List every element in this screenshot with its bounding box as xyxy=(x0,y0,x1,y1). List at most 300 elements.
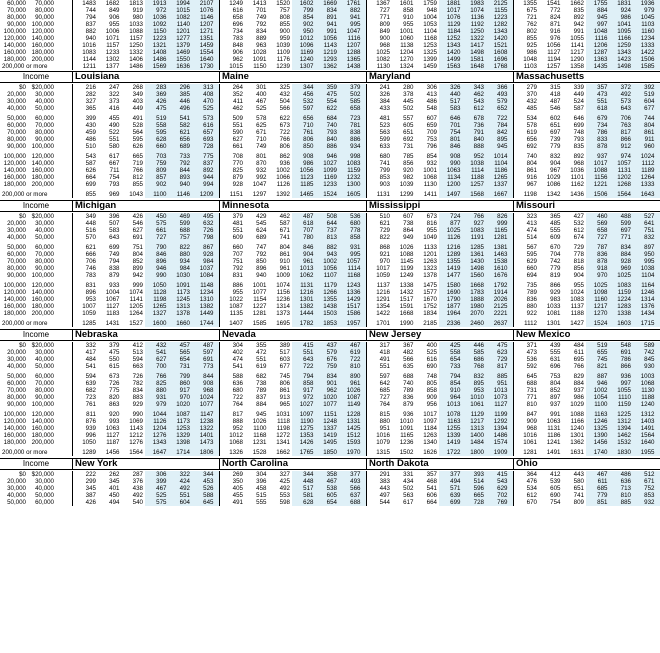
tax-amount: 917 xyxy=(179,387,190,394)
income-bracket xyxy=(0,234,72,241)
tax-amount: 1265 xyxy=(152,303,167,310)
table-row xyxy=(514,160,660,167)
tax-amount: 726 xyxy=(109,380,120,387)
tax-amount: 491 xyxy=(379,356,390,363)
tax-amount: 1695 xyxy=(276,320,290,327)
tax-amount: 543 xyxy=(85,153,96,160)
tax-amount: 352 xyxy=(232,91,243,98)
tax-amount: 837 xyxy=(256,394,267,401)
tax-amount: 655 xyxy=(597,349,608,356)
tax-amount: 980 xyxy=(132,14,143,21)
tax-amount: 1420 xyxy=(493,35,508,42)
tax-amount: 543 xyxy=(497,478,508,485)
tax-amount: 1057 xyxy=(346,258,361,265)
tax-amount: 1201 xyxy=(423,251,437,258)
tax-amount: 269 xyxy=(232,471,243,478)
table-row xyxy=(73,143,219,150)
tax-amount: 661 xyxy=(232,143,243,150)
tax-amount: 769 xyxy=(497,499,508,506)
tax-amount: 970 xyxy=(379,258,390,265)
table-row xyxy=(220,485,366,492)
tax-amount: 879 xyxy=(109,272,120,279)
tax-amount: 1425 xyxy=(346,425,361,432)
income-bracket-label: 200,000 or more xyxy=(2,191,48,198)
tax-amount: 1041 xyxy=(617,21,631,28)
table-row xyxy=(514,63,660,70)
tax-amount: 1250 xyxy=(129,42,143,49)
tax-amount: 691 xyxy=(132,234,143,241)
tax-amount: 541 xyxy=(156,349,167,356)
table-row xyxy=(73,439,219,446)
tax-amount: 1029 xyxy=(546,174,561,181)
tax-amount: 1150 xyxy=(253,63,267,70)
table-row xyxy=(367,115,513,122)
tax-amount: 1233 xyxy=(323,181,337,188)
tax-amount: 349 xyxy=(132,91,143,98)
table-row xyxy=(367,282,513,289)
income-bracket xyxy=(0,174,72,181)
state-values-block xyxy=(219,84,366,198)
income-bracket xyxy=(0,373,72,380)
tax-amount: 1378 xyxy=(176,310,190,317)
tax-amount: 643 xyxy=(303,356,314,363)
income-from: 60,000 xyxy=(7,380,26,387)
tax-amount: 920 xyxy=(403,167,414,174)
tax-amount: 279 xyxy=(526,84,537,91)
tax-amount: 1994 xyxy=(176,0,190,7)
income-bracket xyxy=(0,160,72,167)
income-bracket xyxy=(0,320,72,327)
tax-amount: 1127 xyxy=(547,49,561,56)
tax-amount: 707 xyxy=(303,227,314,234)
tax-amount: 455 xyxy=(232,492,243,499)
tax-amount: 1240 xyxy=(640,401,655,408)
tax-amount: 587 xyxy=(85,160,96,167)
income-bracket xyxy=(0,35,72,42)
tax-amount: 551 xyxy=(232,122,243,129)
income-from: 120,000 xyxy=(3,35,26,42)
tax-amount: 787 xyxy=(597,244,608,251)
table-row xyxy=(73,167,219,174)
tax-amount: 782 xyxy=(132,380,143,387)
tax-amount: 357 xyxy=(426,471,437,478)
tax-amount: 928 xyxy=(232,181,243,188)
tax-amount: 1091 xyxy=(252,56,267,63)
tax-amount: 1144 xyxy=(82,56,96,63)
income-from: 40,000 xyxy=(7,105,26,112)
table-row xyxy=(73,181,219,188)
tax-amount: 724 xyxy=(450,213,461,220)
state-name: Mississippi xyxy=(366,201,513,211)
tax-amount: 1136 xyxy=(470,14,484,21)
state-values-block xyxy=(366,213,513,327)
tax-amount: 357 xyxy=(597,84,608,91)
tax-amount: 1300 xyxy=(346,181,361,188)
tax-amount: 1327 xyxy=(152,310,167,317)
table-row xyxy=(220,439,366,446)
tax-amount: 991 xyxy=(550,411,561,418)
tax-amount: 812 xyxy=(132,174,143,181)
tax-amount: 1219 xyxy=(323,49,337,56)
tax-amount: 820 xyxy=(109,394,120,401)
tax-amount: 727 xyxy=(379,394,390,401)
state-header-row xyxy=(0,329,660,341)
tax-amount: 759 xyxy=(326,363,337,370)
tax-amount: 1131 xyxy=(300,282,314,289)
tax-amount: 1156 xyxy=(276,289,290,296)
income-from: $0 xyxy=(19,213,26,220)
table-row xyxy=(514,98,660,105)
tax-amount: 1491 xyxy=(640,425,655,432)
table-row xyxy=(220,425,366,432)
tax-amount: 673 xyxy=(109,373,120,380)
table-row xyxy=(514,310,660,317)
table-row xyxy=(220,14,366,21)
tax-amount: 643 xyxy=(620,105,631,112)
tax-amount: 430 xyxy=(85,122,96,129)
tax-amount: 1936 xyxy=(640,0,655,7)
tax-amount: 1027 xyxy=(323,160,337,167)
tax-amount: 779 xyxy=(597,492,608,499)
tax-amount: 909 xyxy=(526,418,537,425)
tax-amount: 945 xyxy=(497,143,508,150)
tax-amount: 1137 xyxy=(376,282,390,289)
tax-amount: 1163 xyxy=(447,418,461,425)
tax-amount: 1690 xyxy=(446,289,461,296)
table-row xyxy=(514,105,660,112)
table-row xyxy=(367,98,513,105)
tax-amount: 462 xyxy=(473,91,484,98)
tax-amount: 941 xyxy=(326,21,337,28)
tax-amount: 990 xyxy=(132,411,143,418)
tax-amount: 296 xyxy=(179,84,190,91)
income-from: 100,000 xyxy=(3,282,26,289)
income-bracket xyxy=(0,272,72,279)
income-to: 180,000 xyxy=(31,174,54,181)
tax-amount: 1116 xyxy=(594,35,608,42)
income-to: 30,000 xyxy=(35,478,54,485)
tax-amount: 996 xyxy=(85,432,96,439)
tax-amount: 861 xyxy=(644,129,655,136)
tax-amount: 1033 xyxy=(129,21,143,28)
tax-amount: 1834 xyxy=(423,310,437,317)
tax-amount: 1326 xyxy=(229,449,243,456)
tax-amount: 1307 xyxy=(299,63,314,70)
table-row xyxy=(73,258,219,265)
table-row xyxy=(514,363,660,370)
table-row xyxy=(367,349,513,356)
table-row xyxy=(220,265,366,272)
tax-amount: 806 xyxy=(279,380,290,387)
tax-amount: 1091 xyxy=(399,425,414,432)
tax-amount: 1355 xyxy=(323,296,337,303)
tax-amount: 682 xyxy=(256,373,267,380)
tax-amount: 871 xyxy=(550,21,561,28)
tax-amount: 539 xyxy=(550,478,561,485)
income-to: 120,000 xyxy=(31,153,54,160)
tax-amount: 1394 xyxy=(617,425,631,432)
tax-amount: 660 xyxy=(232,244,243,251)
tax-amount: 467 xyxy=(256,98,267,105)
state-values-block xyxy=(366,0,513,70)
table-row xyxy=(220,160,366,167)
tax-amount: 1157 xyxy=(106,42,120,49)
table-row xyxy=(514,7,660,14)
tax-amount: 737 xyxy=(326,227,337,234)
tax-amount: 688 xyxy=(526,380,537,387)
income-to: 180,000 xyxy=(31,49,54,56)
tax-amount: 1550 xyxy=(176,56,190,63)
table-row xyxy=(220,478,366,485)
tax-amount: 657 xyxy=(203,129,214,136)
tax-amount: 937 xyxy=(550,401,561,408)
tax-amount: 524 xyxy=(573,98,584,105)
tax-amount: 982 xyxy=(403,174,414,181)
tax-amount: 450 xyxy=(156,213,167,220)
tax-amount: 1164 xyxy=(641,282,655,289)
tax-amount: 955 xyxy=(426,227,437,234)
table-row xyxy=(367,136,513,143)
tax-amount: 625 xyxy=(256,122,267,129)
tax-amount: 818 xyxy=(573,258,584,265)
tax-amount: 1114 xyxy=(347,265,361,272)
tax-amount: 850 xyxy=(256,258,267,265)
table-row xyxy=(220,213,366,220)
table-row xyxy=(73,380,219,387)
table-row xyxy=(367,56,513,63)
tax-amount: 866 xyxy=(620,136,631,143)
tax-amount: 849 xyxy=(379,28,390,35)
income-from: 50,000 xyxy=(7,244,26,251)
tax-amount: 1231 xyxy=(252,439,267,446)
state-header-row xyxy=(0,71,660,83)
income-from: 20,000 xyxy=(7,91,26,98)
tax-amount: 995 xyxy=(350,251,361,258)
table-row xyxy=(514,394,660,401)
tax-amount: 794 xyxy=(303,373,314,380)
tax-amount: 801 xyxy=(256,153,267,160)
tax-amount: 738 xyxy=(403,220,414,227)
tax-amount: 1003 xyxy=(640,373,655,380)
tax-amount: 892 xyxy=(203,167,214,174)
table-row xyxy=(367,401,513,408)
tax-amount: 462 xyxy=(279,213,290,220)
tax-amount: 1240 xyxy=(570,425,584,432)
tax-amount: 1342 xyxy=(546,191,561,198)
table-row xyxy=(220,84,366,91)
tax-amount: 1436 xyxy=(570,191,584,198)
tax-amount: 692 xyxy=(526,143,537,150)
table-row xyxy=(514,14,660,21)
income-from: 50,000 xyxy=(7,115,26,122)
tax-amount: 861 xyxy=(526,167,537,174)
income-bracket xyxy=(0,105,72,112)
tax-amount: 1169 xyxy=(300,49,314,56)
income-to: 80,000 xyxy=(35,258,54,265)
tax-amount: 772 xyxy=(550,7,561,14)
tax-amount: 837 xyxy=(85,21,96,28)
tax-amount: 1002 xyxy=(593,387,608,394)
tax-amount: 646 xyxy=(573,115,584,122)
tax-amount: 936 xyxy=(403,411,414,418)
tax-amount: 984 xyxy=(203,258,214,265)
tax-amount: 1163 xyxy=(594,411,608,418)
tax-amount: 1141 xyxy=(129,296,143,303)
tax-amount: 1289 xyxy=(82,449,96,456)
tax-amount: 1002 xyxy=(323,258,337,265)
tax-amount: 1964 xyxy=(446,310,461,317)
tax-amount: 945 xyxy=(256,411,267,418)
table-row xyxy=(367,213,513,220)
income-to: 30,000 xyxy=(35,91,54,98)
tax-amount: 1331 xyxy=(346,418,361,425)
table-row xyxy=(220,49,366,56)
tax-amount: 858 xyxy=(403,7,414,14)
tax-amount: 761 xyxy=(303,129,314,136)
tax-amount: 1088 xyxy=(570,411,584,418)
tax-amount: 733 xyxy=(450,363,461,370)
tax-amount: 1216 xyxy=(446,244,461,251)
income-to: 140,000 xyxy=(31,35,54,42)
tax-amount: 742 xyxy=(550,258,561,265)
tax-amount: 751 xyxy=(132,244,143,251)
tax-amount: 928 xyxy=(203,251,214,258)
tax-amount: 840 xyxy=(326,136,337,143)
tax-amount: 1314 xyxy=(640,296,655,303)
income-to: 70,000 xyxy=(35,0,54,7)
tax-amount: 594 xyxy=(85,373,96,380)
tax-amount: 1486 xyxy=(129,63,143,70)
tax-amount: 1060 xyxy=(399,35,414,42)
tax-amount: 793 xyxy=(109,181,120,188)
table-row xyxy=(73,174,219,181)
tax-amount: 1056 xyxy=(546,42,561,49)
tax-amount: 740 xyxy=(403,380,414,387)
income-bracket xyxy=(0,418,72,425)
income-from: 40,000 xyxy=(7,492,26,499)
tax-amount: 1312 xyxy=(617,418,631,425)
tax-amount: 1662 xyxy=(570,0,584,7)
tax-amount: 1495 xyxy=(323,439,337,446)
tax-amount: 884 xyxy=(573,380,584,387)
tax-amount: 525 xyxy=(426,349,437,356)
table-row xyxy=(220,296,366,303)
table-row xyxy=(514,342,660,349)
table-row xyxy=(514,449,660,456)
tax-amount: 400 xyxy=(256,91,267,98)
tax-amount: 350 xyxy=(232,478,243,485)
tax-amount: 1082 xyxy=(376,56,390,63)
income-bracket xyxy=(0,63,72,70)
tax-amount: 726 xyxy=(203,227,214,234)
table-row xyxy=(514,0,660,7)
tax-amount: 940 xyxy=(85,35,96,42)
tax-amount: 1362 xyxy=(570,439,584,446)
tax-amount: 1270 xyxy=(593,310,608,317)
tax-amount: 339 xyxy=(573,84,584,91)
tax-amount: 689 xyxy=(256,234,267,241)
tax-amount: 949 xyxy=(403,234,414,241)
income-bracket-label: 200,000 or more xyxy=(2,449,48,456)
tax-amount: 558 xyxy=(156,122,167,129)
table-row xyxy=(367,191,513,198)
tax-amount: 690 xyxy=(426,363,437,370)
table-row xyxy=(73,492,219,499)
tax-amount: 1024 xyxy=(570,289,584,296)
tax-amount: 1036 xyxy=(570,167,584,174)
tax-amount: 749 xyxy=(109,251,120,258)
table-row xyxy=(220,220,366,227)
income-to: 30,000 xyxy=(35,220,54,227)
tax-amount: 597 xyxy=(203,349,214,356)
tax-amount: 631 xyxy=(550,356,561,363)
tax-amount: 801 xyxy=(450,136,461,143)
table-row xyxy=(73,411,219,418)
tax-amount: 536 xyxy=(526,356,537,363)
tax-amount: 895 xyxy=(473,380,484,387)
tax-amount: 834 xyxy=(132,387,143,394)
tax-amount: 731 xyxy=(526,387,537,394)
tax-amount: 1252 xyxy=(446,35,461,42)
tax-amount: 680 xyxy=(379,153,390,160)
tax-amount: 507 xyxy=(109,220,120,227)
state-name: Massachusetts xyxy=(513,72,660,82)
tax-amount: 1045 xyxy=(640,14,655,21)
state-values-block xyxy=(72,213,219,327)
tax-amount: 962 xyxy=(326,387,337,394)
tax-amount: 722 xyxy=(232,394,243,401)
tax-amount: 301 xyxy=(256,84,267,91)
tax-amount: 1135 xyxy=(229,310,243,317)
tax-amount: 616 xyxy=(203,122,214,129)
tax-amount: 1049 xyxy=(423,234,437,241)
tax-amount: 621 xyxy=(179,129,190,136)
tax-amount: 1400 xyxy=(470,432,484,439)
state-values-block xyxy=(513,342,660,456)
table-row xyxy=(73,265,219,272)
table-row xyxy=(220,91,366,98)
tax-amount: 791 xyxy=(473,129,484,136)
tax-amount: 792 xyxy=(232,265,243,272)
table-row xyxy=(220,449,366,456)
tax-amount: 1285 xyxy=(470,244,484,251)
tax-amount: 1343 xyxy=(152,439,167,446)
tax-amount: 578 xyxy=(256,115,267,122)
tax-amount: 917 xyxy=(303,387,314,394)
tax-amount: 605 xyxy=(326,492,337,499)
table-row xyxy=(514,244,660,251)
tax-amount: 1355 xyxy=(523,0,537,7)
income-to: 70,000 xyxy=(35,122,54,129)
tax-amount: 941 xyxy=(350,14,361,21)
tax-amount: 1376 xyxy=(640,303,655,310)
tax-amount: 770 xyxy=(232,160,243,167)
tax-amount: 359 xyxy=(326,84,337,91)
tax-amount: 1813 xyxy=(129,0,143,7)
tax-amount: 829 xyxy=(573,373,584,380)
tax-amount: 967 xyxy=(550,167,561,174)
tax-amount: 651 xyxy=(573,485,584,492)
tax-amount: 695 xyxy=(573,356,584,363)
tax-amount: 566 xyxy=(350,485,361,492)
tax-amount: 900 xyxy=(279,28,290,35)
tax-amount: 1581 xyxy=(470,56,484,63)
tax-amount: 762 xyxy=(526,21,537,28)
tax-amount: 1207 xyxy=(199,21,214,28)
tax-amount: 1012 xyxy=(299,35,314,42)
tax-amount: 1524 xyxy=(323,191,337,198)
tax-amount: 1061 xyxy=(523,439,537,446)
